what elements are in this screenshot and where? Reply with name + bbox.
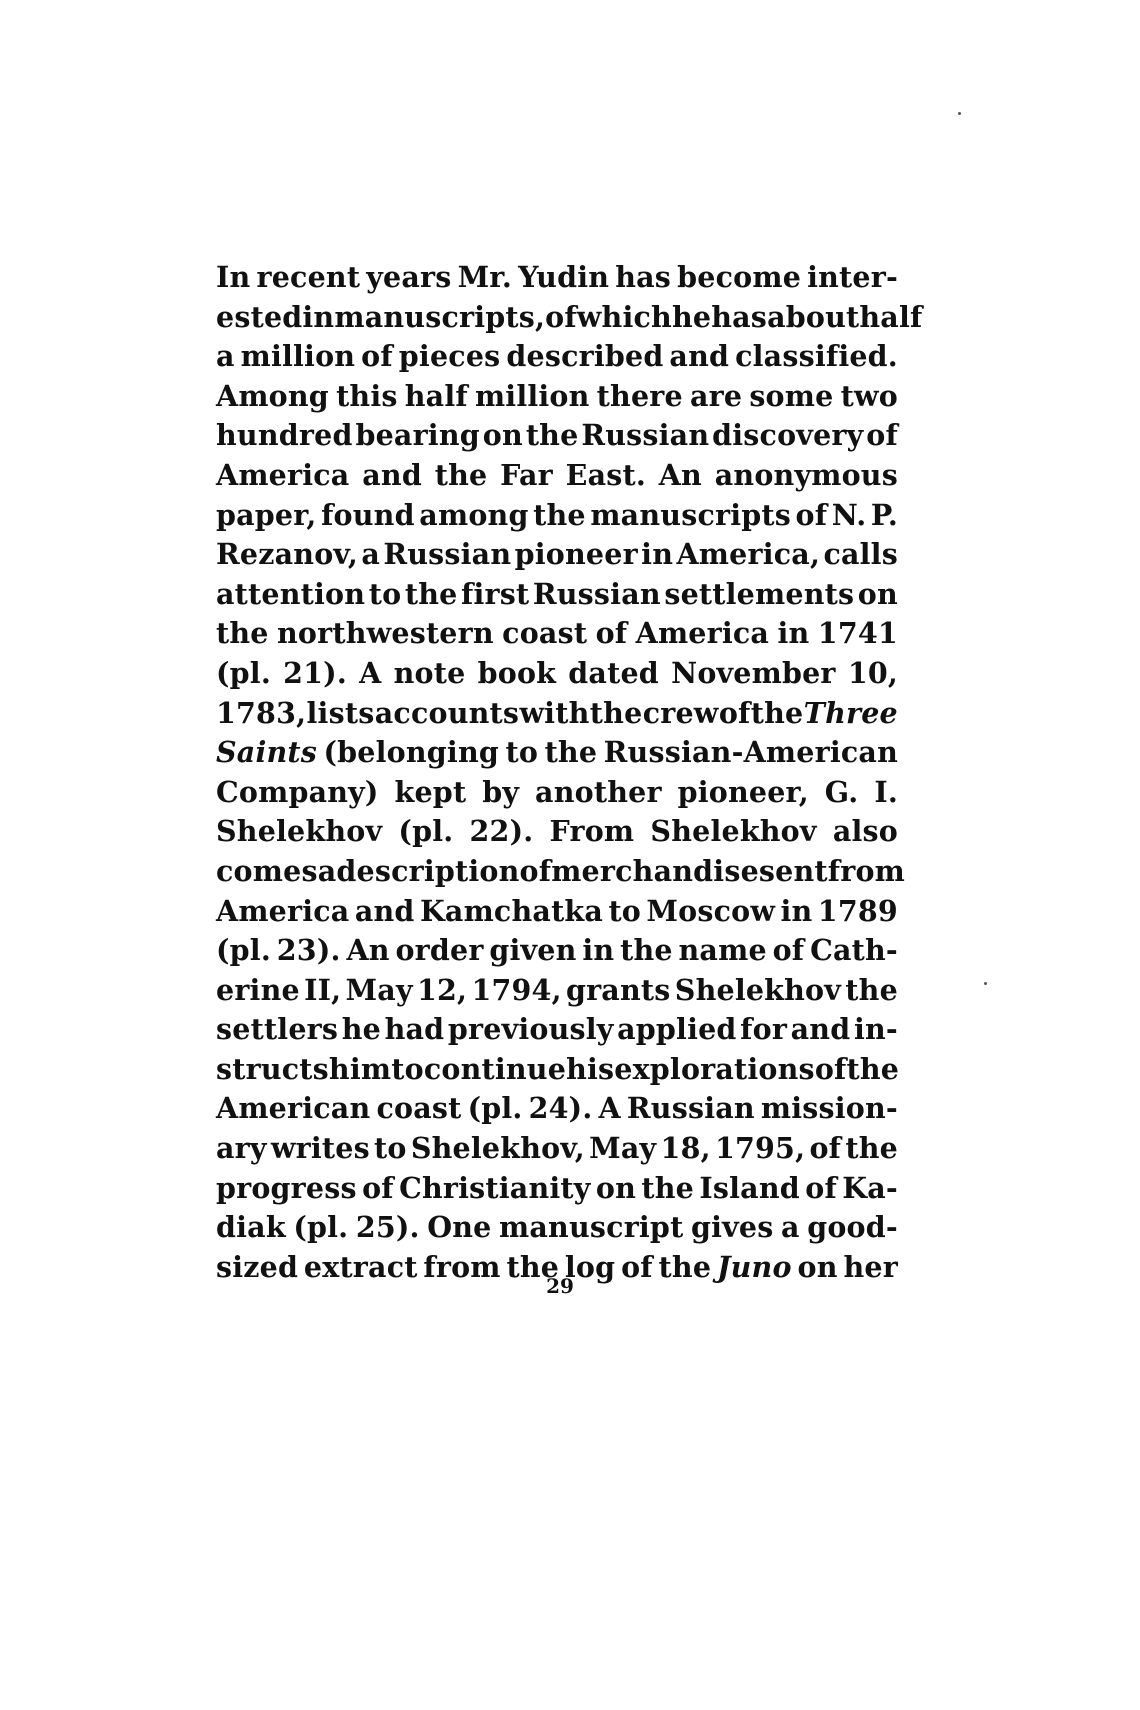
word: in: [582, 933, 615, 968]
page-number: 29: [546, 1274, 574, 1298]
word: Russian: [626, 1091, 755, 1126]
word: bearing: [355, 418, 480, 453]
word: to: [391, 1051, 424, 1086]
word: In: [216, 260, 251, 294]
word: calls: [823, 537, 898, 572]
word: diak: [216, 1210, 286, 1245]
word: on: [797, 1249, 838, 1284]
word: manuscripts: [590, 497, 791, 532]
word: the: [404, 576, 458, 611]
word: also: [832, 814, 898, 849]
word: with: [519, 695, 590, 730]
word: G.: [824, 774, 859, 809]
word: Far: [500, 457, 553, 492]
word: explorations: [614, 1051, 815, 1086]
word: the: [845, 1131, 898, 1166]
word: had: [384, 1012, 445, 1047]
word: to: [505, 735, 539, 770]
word: 1783,: [216, 695, 307, 730]
word: extract: [303, 1249, 418, 1284]
word: anonymous: [714, 457, 898, 492]
word: on: [595, 1170, 637, 1205]
word: the: [589, 695, 643, 730]
word: 1794,: [471, 972, 562, 1007]
word: the: [544, 735, 598, 770]
word: on: [857, 576, 898, 611]
word: the: [845, 972, 898, 1007]
text-line: [216, 812, 898, 852]
word: northwestern: [277, 616, 494, 651]
word: structs: [216, 1051, 329, 1086]
word: million: [240, 339, 356, 374]
word: first: [461, 576, 530, 611]
word: Russian: [383, 537, 512, 572]
word: applied: [617, 1012, 737, 1047]
word: I.: [874, 774, 898, 809]
word: of: [809, 1131, 842, 1166]
word: of: [545, 299, 577, 334]
word: to: [374, 1131, 407, 1166]
word: of: [362, 1170, 394, 1205]
word: Shelekhov,: [410, 1131, 585, 1166]
word: half: [859, 299, 923, 334]
word: in: [780, 893, 813, 928]
word: lists: [306, 695, 375, 730]
word: Christianity: [399, 1170, 591, 1205]
word: progress: [216, 1170, 357, 1205]
word: 23).: [276, 933, 341, 968]
word: (pl.: [467, 1091, 523, 1126]
word: Juno: [716, 1249, 792, 1284]
word: by: [482, 774, 520, 809]
word: the: [620, 933, 673, 968]
word: 21).: [283, 655, 347, 690]
word: in-: [853, 1012, 898, 1047]
word: pioneer,: [677, 774, 809, 809]
word: erine: [216, 972, 300, 1007]
word: (pl.: [216, 655, 271, 690]
word: some: [749, 378, 834, 413]
word: 1795,: [714, 1131, 806, 1166]
text-line: [216, 971, 898, 1011]
word: he: [341, 1012, 381, 1047]
word: America: [216, 893, 350, 928]
word: of: [795, 497, 828, 532]
word: sized: [216, 1249, 299, 1284]
word: 1741: [817, 616, 898, 651]
word: grants: [565, 972, 671, 1007]
scan-speck: [984, 982, 987, 985]
word: pioneer: [514, 537, 638, 572]
word: An: [658, 457, 702, 492]
word: accounts: [374, 695, 520, 730]
word: his: [566, 1051, 615, 1086]
word: Rezanov,: [216, 537, 358, 572]
word: a: [781, 1210, 800, 1245]
word: the: [434, 457, 488, 492]
word: Three: [803, 695, 898, 730]
word: the: [506, 1249, 560, 1284]
word: Among: [216, 378, 329, 413]
word: (belonging: [323, 735, 500, 770]
word: from: [423, 1249, 501, 1284]
word: there: [596, 378, 683, 413]
word: previously: [447, 1012, 614, 1047]
word: coast: [502, 616, 588, 651]
word: May: [589, 1131, 657, 1166]
word: (pl.: [293, 1210, 349, 1245]
word: Shelekhov: [674, 972, 842, 1007]
text-line: [216, 1169, 898, 1209]
word: found: [321, 497, 415, 532]
word: million: [474, 378, 590, 413]
word: coast: [376, 1091, 462, 1126]
text-line: [216, 1050, 898, 1090]
word: manuscript: [499, 1210, 684, 1245]
word: 24).: [528, 1091, 593, 1126]
text-line: [216, 377, 898, 417]
word: of: [772, 933, 805, 968]
word: writes: [270, 1131, 370, 1166]
word: the: [658, 1249, 712, 1284]
word: settlers: [216, 1012, 339, 1047]
word: has: [711, 299, 768, 334]
word: from: [827, 853, 906, 888]
word: Island: [699, 1170, 800, 1205]
word: gives: [690, 1210, 774, 1245]
word: the: [846, 1051, 900, 1086]
word: Company): [216, 774, 379, 809]
word: the: [533, 497, 586, 532]
word: about: [767, 299, 860, 334]
word: order: [395, 933, 484, 968]
word: of: [718, 695, 751, 730]
word: Ka-: [842, 1170, 898, 1205]
word: 10,: [847, 655, 898, 690]
word: of: [805, 1170, 837, 1205]
word: the: [216, 616, 269, 651]
word: a: [216, 339, 235, 374]
word: One: [427, 1210, 492, 1245]
word: November: [671, 655, 836, 690]
word: 18,: [660, 1131, 711, 1166]
word: he: [671, 299, 712, 334]
text-line: [216, 298, 923, 338]
word: dated: [568, 655, 659, 690]
word: hundred: [216, 418, 353, 453]
word: sent: [758, 853, 828, 888]
word: 25).: [355, 1210, 420, 1245]
word: Shelekhov: [216, 814, 383, 849]
word: Russian: [532, 576, 661, 611]
word: Mr.: [457, 260, 513, 294]
word: America: [216, 457, 350, 492]
word: has: [615, 260, 672, 294]
word: which: [576, 299, 672, 334]
word: Shelekhov: [650, 814, 817, 849]
text-line: [216, 456, 898, 496]
word: Cath-: [810, 933, 898, 968]
word: and: [790, 1012, 851, 1047]
word: 22).: [469, 814, 534, 849]
word: of: [361, 339, 393, 374]
word: Yudin: [518, 260, 610, 294]
word: kept: [394, 774, 467, 809]
word: May: [345, 972, 413, 1007]
text-line: [216, 892, 898, 932]
word: of: [519, 853, 552, 888]
word: merchandise: [551, 853, 759, 888]
word: crew: [642, 695, 719, 730]
word: mission-: [760, 1091, 898, 1126]
word: him: [328, 1051, 392, 1086]
text-line: [216, 1089, 898, 1129]
word: (pl.: [216, 933, 271, 968]
text-line: [216, 654, 898, 694]
word: years: [366, 260, 452, 294]
word: attention: [216, 576, 366, 611]
word: inter-: [807, 260, 898, 294]
word: note: [393, 655, 466, 690]
word: settlements: [664, 576, 855, 611]
word: From: [549, 814, 635, 849]
word: the: [525, 418, 579, 453]
word: description: [336, 853, 520, 888]
word: recent: [256, 260, 361, 294]
word: and: [669, 339, 730, 374]
word: of: [621, 1249, 653, 1284]
word: America: [635, 616, 770, 651]
word: in: [777, 616, 810, 651]
word: paper,: [216, 497, 317, 532]
word: given: [489, 933, 577, 968]
word: become: [677, 260, 802, 294]
word: (pl.: [398, 814, 454, 849]
word: East.: [565, 457, 646, 492]
word: in: [641, 537, 674, 572]
word: Kamchatka: [419, 893, 604, 928]
word: the: [750, 695, 804, 730]
scan-speck: [958, 112, 961, 115]
text-line: [216, 931, 898, 971]
word: America,: [676, 537, 821, 572]
word: P.: [870, 497, 898, 532]
word: for: [740, 1012, 788, 1047]
word: two: [840, 378, 898, 413]
word: classified.: [735, 339, 898, 374]
word: 1789: [817, 893, 898, 928]
text-line: [216, 1208, 898, 1248]
text-line: [216, 535, 898, 575]
word: good-: [807, 1210, 898, 1245]
word: a: [317, 853, 337, 888]
word: on: [482, 418, 523, 453]
text-line: [216, 258, 898, 298]
text-line: [216, 1129, 898, 1169]
word: in: [302, 299, 335, 334]
word: ested: [216, 299, 303, 334]
word: a: [361, 537, 380, 572]
word: American: [216, 1091, 371, 1126]
word: half: [404, 378, 468, 413]
text-line: [216, 773, 898, 813]
word: her: [843, 1249, 898, 1284]
word: this: [336, 378, 398, 413]
word: name: [678, 933, 767, 968]
word: described: [506, 339, 664, 374]
text-line: [216, 575, 898, 615]
text-line: [216, 614, 898, 654]
text-line: [216, 416, 898, 456]
word: Russian-American: [603, 735, 898, 770]
word: ary: [216, 1131, 267, 1166]
word: of: [866, 418, 898, 453]
word: are: [689, 378, 743, 413]
text-line: [216, 733, 898, 773]
word: comes: [216, 853, 318, 888]
word: manuscripts,: [334, 299, 546, 334]
text-line: [216, 852, 906, 892]
word: to: [608, 893, 642, 928]
word: pieces: [398, 339, 501, 374]
word: discovery: [712, 418, 864, 453]
word: among: [419, 497, 529, 532]
body-text: [216, 258, 923, 1287]
text-line: [216, 496, 898, 536]
word: II,: [304, 972, 342, 1007]
word: and: [354, 893, 415, 928]
word: to: [368, 576, 402, 611]
word: of: [814, 1051, 847, 1086]
word: another: [535, 774, 662, 809]
word: of: [595, 616, 628, 651]
word: book: [477, 655, 557, 690]
text-line: [216, 337, 898, 377]
text-line: [216, 694, 898, 734]
word: the: [641, 1170, 695, 1205]
word: Moscow: [646, 893, 776, 928]
word: log: [564, 1249, 616, 1284]
word: 12,: [417, 972, 468, 1007]
word: continue: [423, 1051, 567, 1086]
word: An: [346, 933, 390, 968]
text-line: [216, 1010, 898, 1050]
word: N.: [831, 497, 867, 532]
word: Saints: [216, 735, 318, 770]
word: and: [362, 457, 422, 492]
word: A: [359, 655, 382, 690]
word: Russian: [581, 418, 710, 453]
word: A: [598, 1091, 621, 1126]
